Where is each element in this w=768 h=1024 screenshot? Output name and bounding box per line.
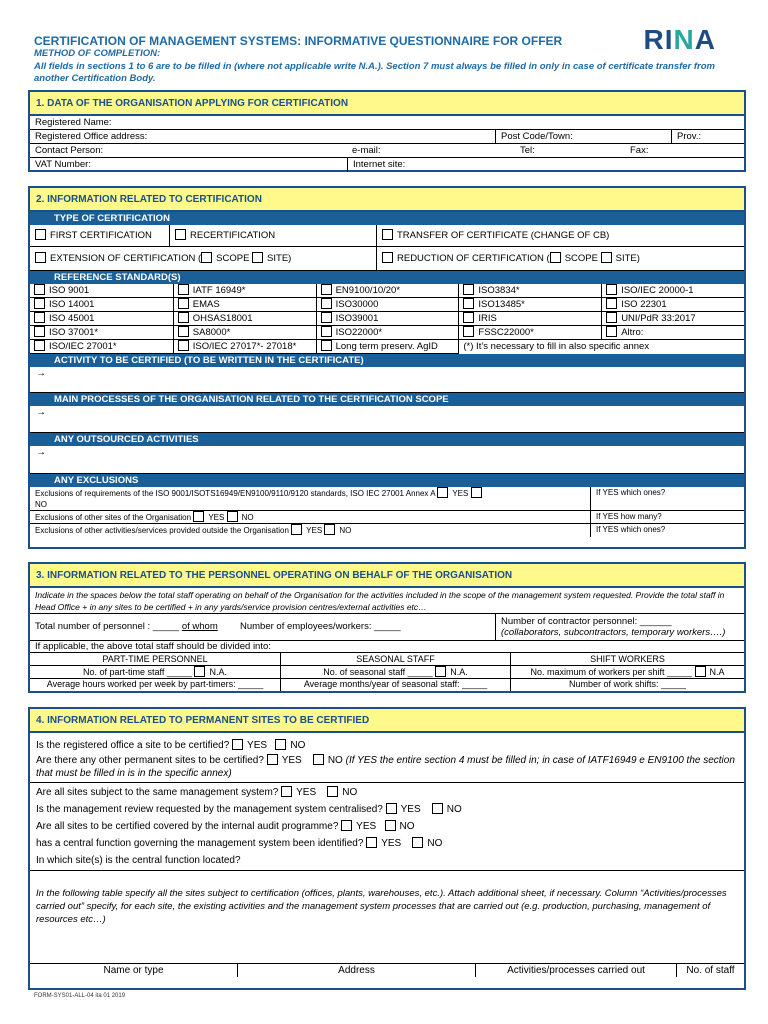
checkbox-icon[interactable] xyxy=(35,229,46,240)
checkbox-icon[interactable] xyxy=(194,666,205,677)
question-central-location[interactable]: In which site(s) is the central function located? xyxy=(36,855,241,866)
checkbox-icon[interactable] xyxy=(175,229,186,240)
standard-option[interactable]: ISO 37001* xyxy=(30,326,173,340)
section-1 xyxy=(28,90,746,172)
standard-option[interactable]: Long term preserv. AgID xyxy=(316,340,459,354)
total-personnel-field[interactable]: Total number of personnel : _____ of whom xyxy=(35,621,218,632)
checkbox-icon[interactable] xyxy=(275,739,286,750)
checkbox-icon[interactable] xyxy=(382,229,393,240)
transfer-option[interactable]: TRANSFER OF CERTIFICATE (CHANGE OF CB) xyxy=(376,225,744,246)
sites-table-header xyxy=(30,963,744,977)
exclusions-bar: ANY EXCLUSIONS xyxy=(30,474,744,487)
part-time-hours[interactable]: Average hours worked per week by part-timers: _____ xyxy=(46,679,264,689)
part-time-block xyxy=(30,653,280,691)
section-3-intro: Indicate in the spaces below the total staff operating on behalf of the Organisation for the activities included in the scope of the management system requested. Provide the total staff in Head Office + in any sites to be certified + in any yards/service provision centres/external activities etc… xyxy=(35,590,725,612)
checkbox-icon[interactable] xyxy=(178,340,189,351)
question-other-sites: Are there any other permanent sites to be certified? YES NO (If YES the entire section 4 must be filled in; in case of IATF16949 e EN9100 the section that must be filled in is in the specific annex) xyxy=(36,755,735,779)
standard-option[interactable]: IRIS xyxy=(458,312,601,326)
tel-field[interactable]: Tel: xyxy=(520,145,535,156)
checkbox-icon[interactable] xyxy=(412,837,423,848)
checkbox-icon[interactable] xyxy=(321,284,332,295)
checkbox-icon[interactable] xyxy=(291,524,302,535)
checkbox-icon[interactable] xyxy=(321,340,332,351)
checkbox-icon[interactable] xyxy=(435,666,446,677)
checkbox-icon[interactable] xyxy=(606,298,617,309)
checkbox-icon[interactable] xyxy=(463,312,474,323)
checkbox-icon[interactable] xyxy=(178,298,189,309)
question-same-system: Are all sites subject to the same management system? YES NO xyxy=(36,787,358,798)
section-2-title: 2. INFORMATION RELATED TO CERTIFICATION xyxy=(30,188,744,212)
checkbox-icon[interactable] xyxy=(550,252,561,263)
exclusion-sites-count[interactable]: If YES how many? xyxy=(590,511,744,523)
checkbox-icon[interactable] xyxy=(321,326,332,337)
standard-option[interactable]: ISO 45001 xyxy=(30,312,173,326)
table-note: In the following table specify all the sites subject to certification (offices, plants, warehouses, etc.). Attach additional sheet, if necessary. Column “Activities/processes carried out” specify, for each site, the existing activities and the management system processes that are carried out (e.g. production, purchasing, management of resources etc…) xyxy=(36,888,727,925)
checkbox-icon[interactable] xyxy=(471,487,482,498)
exclusion-requirements-which[interactable]: If YES which ones? xyxy=(590,487,744,510)
checkbox-icon[interactable] xyxy=(606,312,617,323)
seasonal-count[interactable]: No. of seasonal staff _____ N.A. xyxy=(281,666,510,679)
divide-note: If applicable, the above total staff should be divided into: xyxy=(35,641,271,652)
checkbox-icon[interactable] xyxy=(34,284,45,295)
question-review-centralised: Is the management review requested by the management system centralised? YES NO xyxy=(36,804,462,815)
checkbox-icon[interactable] xyxy=(386,803,397,814)
checkbox-icon[interactable] xyxy=(606,284,617,295)
prov-field[interactable]: Prov.: xyxy=(671,130,744,143)
standard-option[interactable]: ISO 22301 xyxy=(601,298,744,312)
standard-option[interactable]: EN9100/10/20* xyxy=(316,284,459,298)
checkbox-icon[interactable] xyxy=(178,326,189,337)
checkbox-icon[interactable] xyxy=(366,837,377,848)
checkbox-icon[interactable] xyxy=(232,739,243,750)
document-title: CERTIFICATION OF MANAGEMENT SYSTEMS: INFORMATIVE QUESTIONNAIRE FOR OFFER xyxy=(34,34,563,48)
checkbox-icon[interactable] xyxy=(341,820,352,831)
standard-option[interactable]: ISO3834* xyxy=(458,284,601,298)
shift-block xyxy=(510,653,744,691)
checkbox-icon[interactable] xyxy=(321,298,332,309)
seasonal-months[interactable]: Average months/year of seasonal staff: _____ xyxy=(303,679,488,689)
question-registered-office: Is the registered office a site to be certified? YES NO xyxy=(36,740,306,751)
standard-option[interactable]: ISO/IEC 20000-1 xyxy=(601,284,744,298)
first-certification-option[interactable]: FIRST CERTIFICATION xyxy=(30,225,169,246)
col-name-or-type: Name or type xyxy=(103,965,164,976)
standard-option[interactable]: OHSAS18001 xyxy=(173,312,316,326)
fax-field[interactable]: Fax: xyxy=(630,145,649,156)
col-staff: No. of staff xyxy=(676,964,744,977)
extension-option[interactable]: EXTENSION OF CERTIFICATION ( SCOPE SITE) xyxy=(30,247,376,270)
shift-max[interactable]: No. maximum of workers per shift _____ N.A xyxy=(511,666,744,679)
checkbox-icon[interactable] xyxy=(34,340,45,351)
type-of-certification-bar: TYPE OF CERTIFICATION xyxy=(30,212,744,225)
recertification-option[interactable]: RECERTIFICATION xyxy=(169,225,376,246)
section-2 xyxy=(28,186,746,549)
checkbox-icon[interactable] xyxy=(324,524,335,535)
standard-option[interactable]: ISO39001 xyxy=(316,312,459,326)
checkbox-icon[interactable] xyxy=(227,511,238,522)
activity-bar: ACTIVITY TO BE CERTIFIED (TO BE WRITTEN IN THE CERTIFICATE) xyxy=(30,354,744,367)
reduction-option[interactable]: REDUCTION OF CERTIFICATION ( SCOPE SITE) xyxy=(376,247,744,270)
checkbox-icon[interactable] xyxy=(201,252,212,263)
standards-grid xyxy=(30,284,744,354)
checkbox-icon[interactable] xyxy=(313,754,324,765)
checkbox-icon[interactable] xyxy=(281,786,292,797)
checkbox-icon[interactable] xyxy=(606,326,617,337)
method-note: All fields in sections 1 to 6 are to be filled in (where not applicable write N.A.). Section 7 must always be filled in only in case of certificate transfer from another Certification Body. xyxy=(34,61,715,84)
standard-option[interactable]: ISO/IEC 27001* xyxy=(30,340,173,354)
standard-option[interactable]: ISO/IEC 27017*- 27018* xyxy=(173,340,316,354)
checkbox-icon[interactable] xyxy=(34,326,45,337)
checkbox-icon[interactable] xyxy=(34,312,45,323)
standard-option[interactable]: EMAS xyxy=(173,298,316,312)
email-field[interactable]: e-mail: xyxy=(352,145,381,156)
rina-logo: RINA xyxy=(643,24,716,55)
form-code-footer: FORM-SYS01-ALL-04 ita 01 2019 xyxy=(34,993,126,999)
checkbox-icon[interactable] xyxy=(463,326,474,337)
arrow-right-icon: → xyxy=(36,368,46,379)
checkbox-icon[interactable] xyxy=(252,252,263,263)
checkbox-icon[interactable] xyxy=(463,284,474,295)
registered-office-field[interactable]: Registered Office address: xyxy=(35,131,148,142)
standard-option[interactable]: SA8000* xyxy=(173,326,316,340)
shift-count[interactable]: Number of work shifts: _____ xyxy=(568,679,687,689)
checkbox-icon[interactable] xyxy=(34,298,45,309)
standard-option[interactable]: ISO 9001 xyxy=(30,284,173,298)
outsourced-bar: ANY OUTSOURCED ACTIVITIES xyxy=(30,433,744,446)
checkbox-icon[interactable] xyxy=(35,252,46,263)
section-4-title: 4. INFORMATION RELATED TO PERMANENT SITES TO BE CERTIFIED xyxy=(30,709,744,733)
checkbox-icon[interactable] xyxy=(601,252,612,263)
standard-option[interactable]: ISO13485* xyxy=(458,298,601,312)
standard-option[interactable]: FSSC22000* xyxy=(458,326,601,340)
reference-standards-bar: REFERENCE STANDARD(S) xyxy=(30,271,744,284)
annex-note: (*) It’s necessary to fill in also specific annex xyxy=(458,340,744,354)
checkbox-icon[interactable] xyxy=(178,284,189,295)
exclusion-sites[interactable]: Exclusions of other sites of the Organisation YES NO xyxy=(35,513,254,522)
question-central-function: has a central function governing the management system been identified? YES NO xyxy=(36,838,443,849)
checkbox-icon[interactable] xyxy=(193,511,204,522)
checkbox-icon[interactable] xyxy=(327,786,338,797)
standard-option[interactable]: IATF 16949* xyxy=(173,284,316,298)
exclusion-requirements[interactable]: Exclusions of requirements of the ISO 9001/ISOTS16949/EN9100/9110/9120 standards, ISO IEC 27001 Annex A YES NO xyxy=(30,487,590,510)
arrow-right-icon: → xyxy=(36,407,46,418)
section-1-title: 1. DATA OF THE ORGANISATION APPLYING FOR CERTIFICATION xyxy=(30,92,744,116)
checkbox-icon[interactable] xyxy=(178,312,189,323)
exclusion-activities[interactable]: Exclusions of other activities/services provided outside the Organisation YES NO xyxy=(35,526,352,535)
method-label: METHOD OF COMPLETION: xyxy=(34,48,161,59)
section-3 xyxy=(28,562,746,693)
activity-field[interactable] xyxy=(30,367,744,393)
seasonal-header: SEASONAL STAFF xyxy=(281,653,510,666)
section-4 xyxy=(28,707,746,990)
seasonal-block xyxy=(280,653,510,691)
outsourced-field[interactable] xyxy=(30,446,744,474)
checkbox-icon[interactable] xyxy=(463,298,474,309)
part-time-header: PART-TIME PERSONNEL xyxy=(30,653,280,666)
standard-option[interactable]: ISO30000 xyxy=(316,298,459,312)
col-address: Address xyxy=(237,964,475,977)
checkbox-icon[interactable] xyxy=(267,754,278,765)
checkbox-icon[interactable] xyxy=(432,803,443,814)
standard-option[interactable]: ISO 14001 xyxy=(30,298,173,312)
internet-site-field[interactable]: Internet site: xyxy=(347,158,744,172)
checkbox-icon[interactable] xyxy=(321,312,332,323)
checkbox-icon[interactable] xyxy=(385,820,396,831)
question-internal-audit: Are all sites to be certified covered by the internal audit programme? YES NO xyxy=(36,821,415,832)
section-3-title: 3. INFORMATION RELATED TO THE PERSONNEL OPERATING ON BEHALF OF THE ORGANISATION xyxy=(30,564,744,588)
registered-name-field[interactable]: Registered Name: xyxy=(35,117,112,128)
vat-field[interactable]: VAT Number: xyxy=(35,159,91,170)
checkbox-icon[interactable] xyxy=(437,487,448,498)
employees-field[interactable]: Number of employees/workers: _____ xyxy=(240,621,401,632)
post-code-field[interactable]: Post Code/Town: xyxy=(495,130,671,143)
standard-option[interactable]: Altro: xyxy=(601,326,744,340)
standard-option[interactable]: ISO22000* xyxy=(316,326,459,340)
exclusion-activities-which[interactable]: If YES which ones? xyxy=(590,524,744,537)
col-activities: Activities/processes carried out xyxy=(475,964,676,977)
arrow-right-icon: → xyxy=(36,447,46,458)
checkbox-icon[interactable] xyxy=(695,666,706,677)
contact-person-field[interactable]: Contact Person: xyxy=(35,145,104,156)
standard-option[interactable]: UNI/PdR 33:2017 xyxy=(601,312,744,326)
processes-field[interactable] xyxy=(30,406,744,433)
shift-header: SHIFT WORKERS xyxy=(511,653,744,666)
part-time-count[interactable]: No. of part-time staff _____ N.A. xyxy=(30,666,280,679)
contractor-field[interactable]: Number of contractor personnel: ______ (collaborators, subcontractors, temporary workers….) xyxy=(495,614,744,640)
checkbox-icon[interactable] xyxy=(382,252,393,263)
processes-bar: MAIN PROCESSES OF THE ORGANISATION RELATED TO THE CERTIFICATION SCOPE xyxy=(30,393,744,406)
